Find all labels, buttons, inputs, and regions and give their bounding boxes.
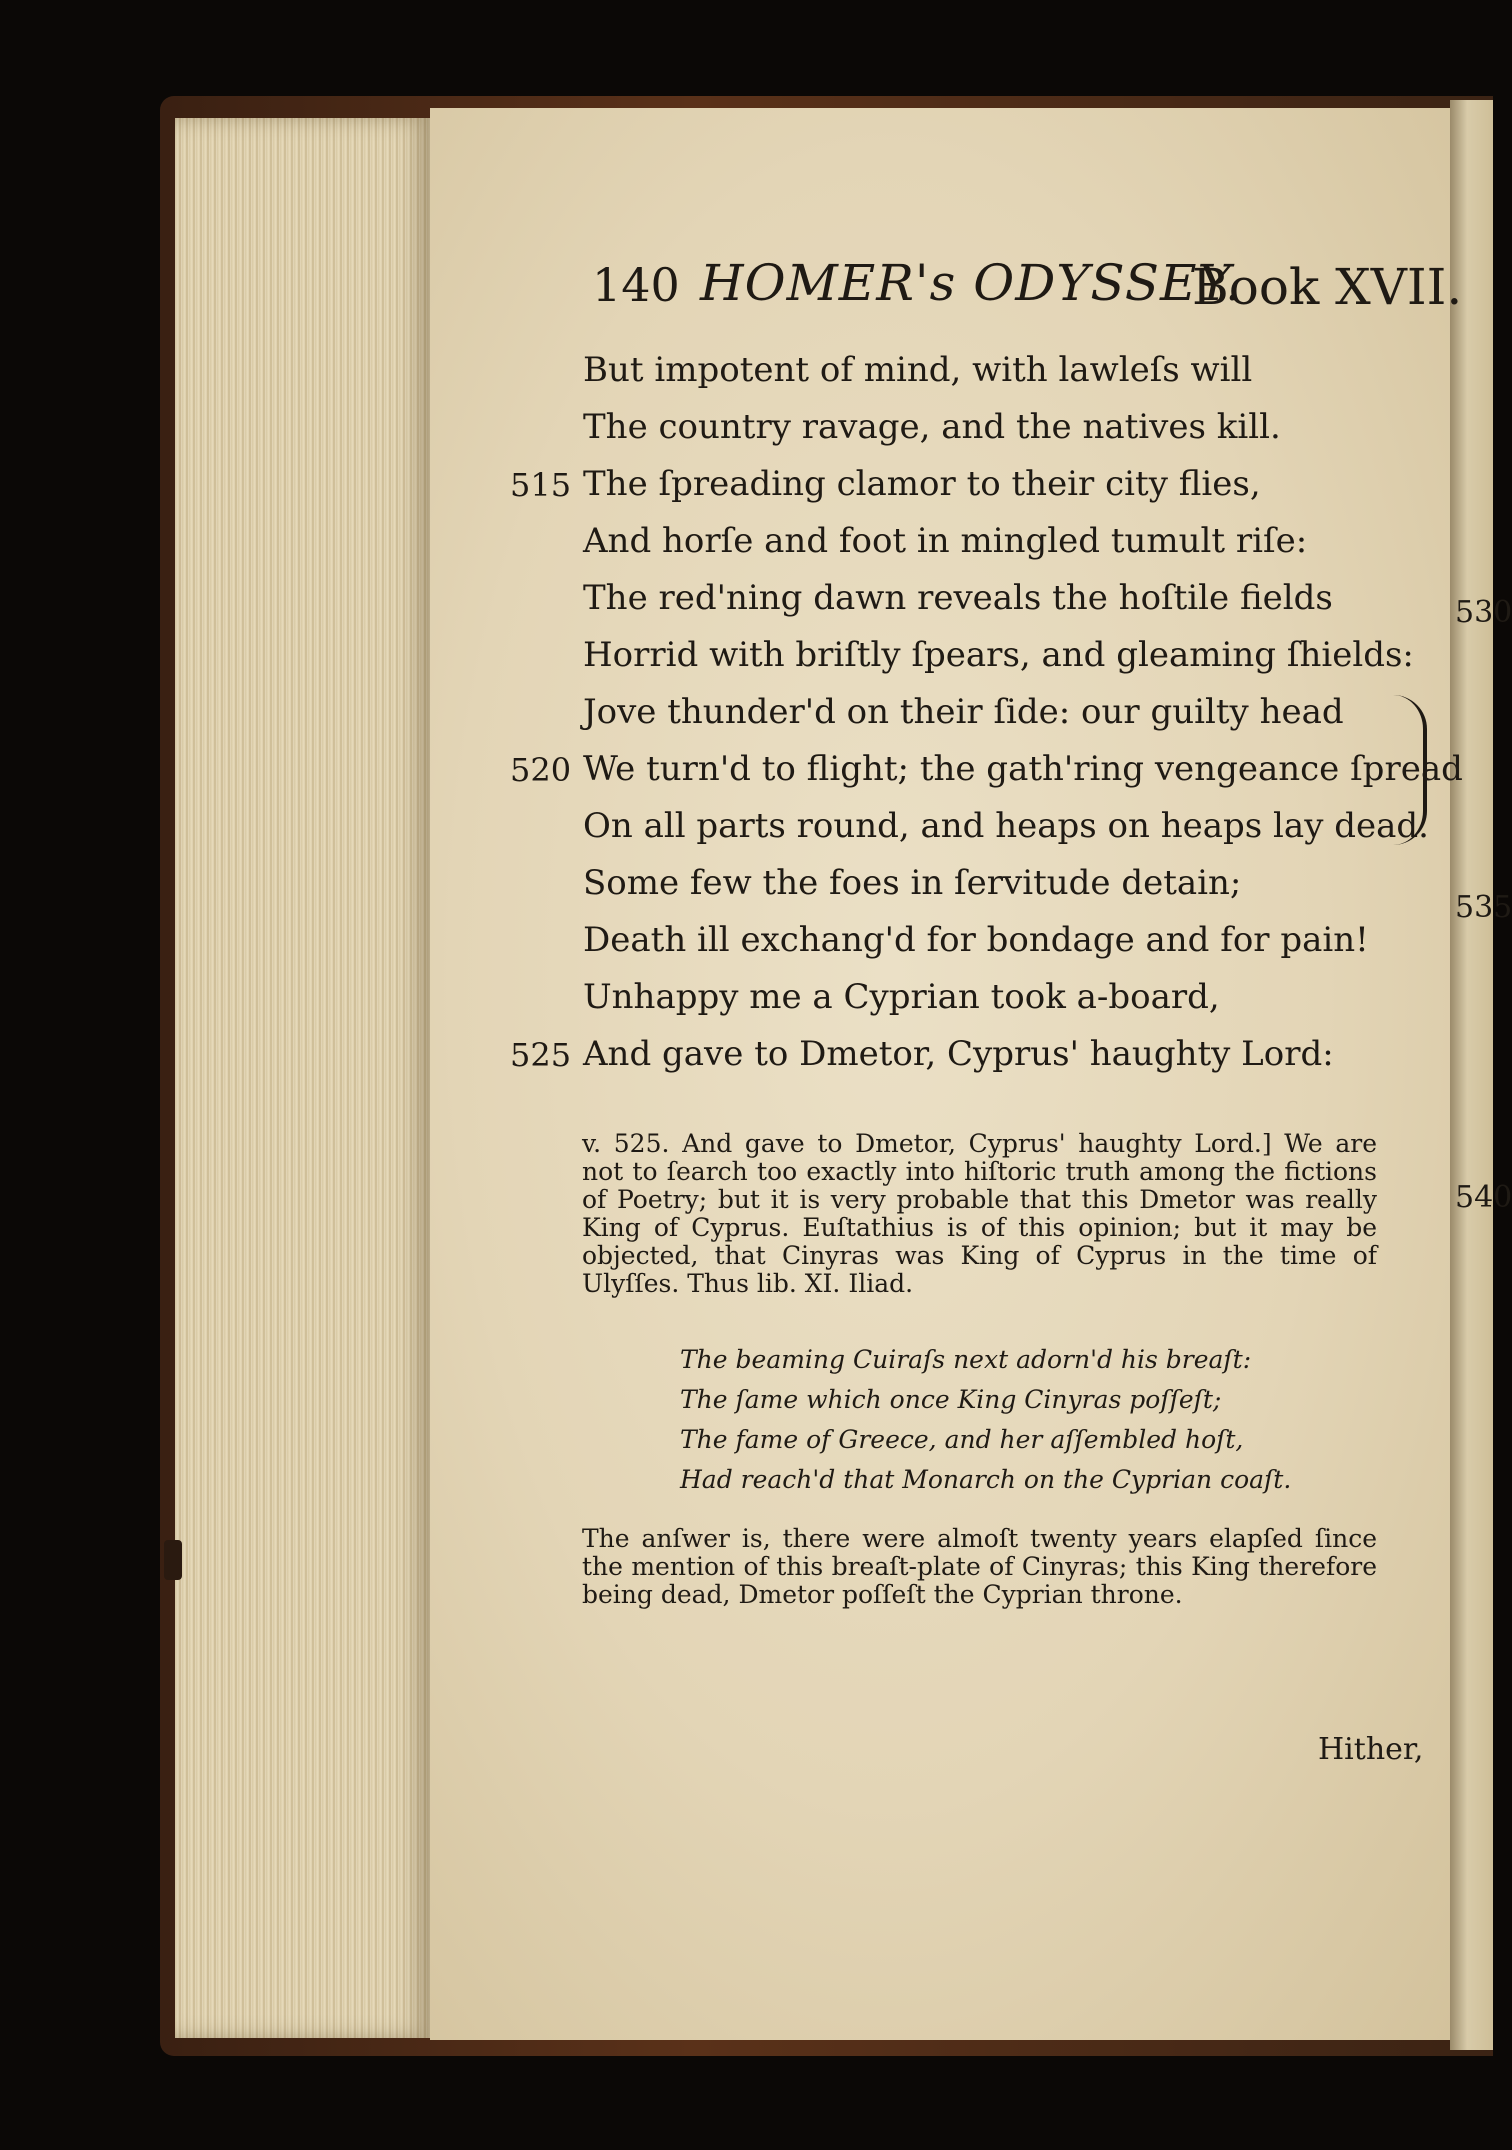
catchword: Hither,: [1318, 1732, 1424, 1767]
verse-line: And gave to Dmetor, Cyprus' haughty Lord:: [583, 1034, 1334, 1074]
facing-line-number: 535: [1455, 890, 1512, 925]
facing-line-number: 540: [1455, 1180, 1512, 1215]
line-number: 520: [510, 751, 572, 789]
verse-line: The country ravage, and the natives kill.: [583, 407, 1281, 447]
binding-clasp: [164, 1540, 182, 1580]
book-page: [430, 108, 1450, 2040]
line-number: 525: [510, 1036, 572, 1074]
quote-line: The beaming Cuiraſs next adorn'd his breaſt:: [680, 1345, 1252, 1374]
verse-line: Jove thunder'd on their ſide: our guilty head: [583, 692, 1344, 732]
verse-line: Unhappy me a Cyprian took a-board,: [583, 977, 1220, 1017]
quote-line: The ſame which once King Cinyras poſſeſt;: [680, 1385, 1222, 1414]
verse-line: On all parts round, and heaps on heaps lay dead.: [583, 806, 1429, 846]
verse-line: We turn'd to flight; the gath'ring vengeance ſpread: [583, 749, 1463, 789]
footnote-answer: The anſwer is, there were almoſt twenty years elapſed ſince the mention of this breaſt-plate of Cinyras; this King therefore being dead, Dmetor poſſeſt the Cyprian throne.: [582, 1524, 1377, 1609]
running-title: HOMER's ODYSSEY.: [700, 254, 1242, 312]
quote-line: Had reach'd that Monarch on the Cyprian coaſt.: [680, 1465, 1292, 1494]
verse-line: But impotent of mind, with lawleſs will: [583, 350, 1253, 390]
line-number: 515: [510, 466, 572, 504]
verse-line: And horſe and foot in mingled tumult riſe:: [583, 521, 1308, 561]
footnote: v. 525. And gave to Dmetor, Cyprus' haughty Lord.] We are not to ſearch too exactly into hiſtoric truth among the fictions of Poetry; but it is very probable that this Dmetor was really King of Cyprus. Euſtathius is of this opinion; but it may be objected, that Cinyras was King of Cyprus in the time of Ulyſſes. Thus lib. XI. Iliad.: [582, 1129, 1377, 1298]
verse-line: Death ill exchang'd for bondage and for pain!: [583, 920, 1369, 960]
facing-line-number: 530: [1455, 595, 1512, 630]
book-label: Book XVII.: [1192, 258, 1463, 316]
page-edges: [175, 118, 430, 2038]
page-number: 140: [592, 258, 680, 312]
facing-page-edge: [1450, 100, 1493, 2050]
quote-line: The fame of Greece, and her aſſembled hoſt,: [680, 1425, 1244, 1454]
verse-line: The red'ning dawn reveals the hoſtile fields: [583, 578, 1333, 618]
triplet-brace: [1393, 695, 1427, 845]
verse-line: The ſpreading clamor to their city flies,: [583, 464, 1261, 504]
verse-line: Horrid with briſtly ſpears, and gleaming ſhields:: [583, 635, 1414, 675]
verse-line: Some few the foes in ſervitude detain;: [583, 863, 1242, 903]
